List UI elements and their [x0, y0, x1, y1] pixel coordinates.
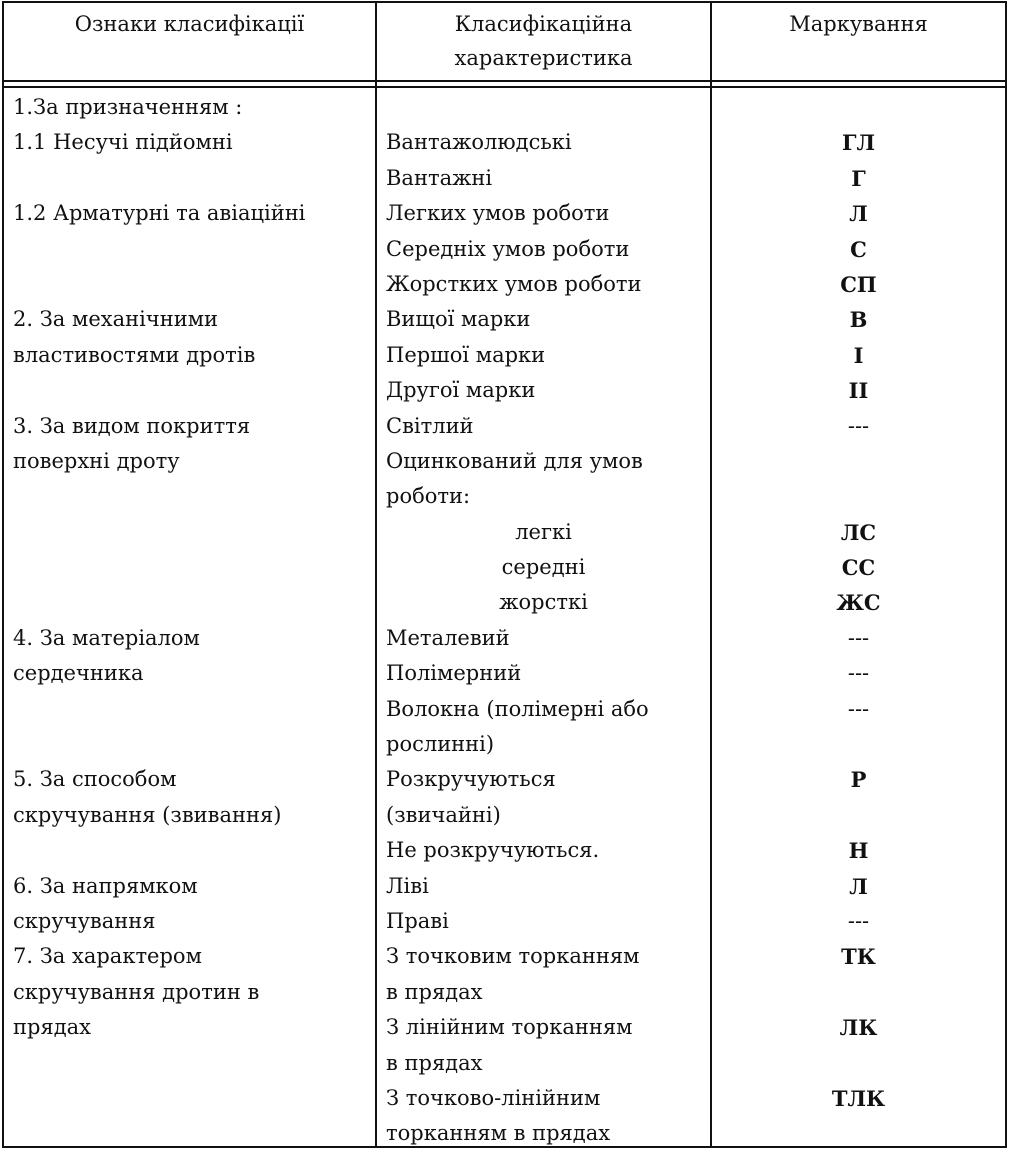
table-row [4, 656, 1005, 691]
cell-marking [712, 1116, 1005, 1151]
cell-marking: ЛК [839, 1015, 878, 1041]
cell-characteristic: рослинні) [386, 732, 495, 757]
cell-characteristic: жорсткі [499, 590, 588, 615]
table-row [4, 939, 1005, 974]
cell-characteristic: Вищої марки [386, 307, 531, 332]
cell-classification-sign [13, 550, 373, 585]
table-row [4, 798, 1005, 833]
header-marking-label: Маркування [789, 12, 928, 36]
cell-marking: --- [847, 661, 870, 686]
cell-classification-sign [13, 585, 373, 620]
cell-marking: --- [847, 413, 870, 438]
cell-characteristic: Вантажні [386, 165, 493, 190]
cell-characteristic: Розкручуються [386, 767, 556, 792]
cell-classification-sign: поверхні дроту [13, 448, 180, 473]
cell-marking: ЛС [840, 519, 877, 545]
header-characteristic-line2: характеристика [454, 46, 633, 70]
cell-marking [712, 975, 1005, 1010]
cell-characteristic: Другої марки [386, 378, 536, 403]
table-row [4, 267, 1005, 302]
cell-marking: ТК [841, 944, 876, 970]
table-row [4, 373, 1005, 408]
table-row [4, 585, 1005, 620]
cell-marking: С [850, 236, 867, 262]
table-row [4, 833, 1005, 868]
cell-marking [712, 444, 1005, 479]
cell-characteristic: Полімерний [386, 661, 522, 686]
table-row [4, 1116, 1005, 1151]
header-marking [712, 3, 1005, 80]
cell-characteristic: Вантажолюдські [386, 130, 572, 155]
cell-characteristic: роботи: [386, 484, 471, 509]
cell-classification-sign: скручування [13, 908, 156, 933]
cell-marking: ІІ [848, 378, 869, 404]
cell-marking: Н [848, 838, 869, 864]
table-row [4, 196, 1005, 231]
cell-characteristic: Праві [386, 908, 449, 933]
table-row [4, 90, 1005, 125]
cell-characteristic: Легких умов роботи [386, 201, 610, 226]
header-classification-characteristic-label [455, 7, 633, 75]
cell-characteristic: Металевий [386, 625, 510, 650]
cell-characteristic: Середніх умов роботи [386, 236, 630, 261]
table-row [4, 762, 1005, 797]
cell-characteristic [386, 90, 708, 125]
cell-characteristic: Не розкручуються. [386, 838, 600, 863]
cell-marking: Л [849, 873, 868, 899]
cell-classification-sign: 7. За характером [13, 944, 202, 969]
cell-classification-sign: 1.За призначенням : [13, 95, 243, 119]
cell-classification-sign [13, 479, 373, 514]
cell-marking: В [849, 307, 868, 333]
cell-classification-sign [13, 267, 373, 302]
cell-marking [712, 1046, 1005, 1081]
cell-classification-sign [13, 1081, 373, 1116]
cell-characteristic: в прядах [386, 979, 483, 1004]
table-row [4, 869, 1005, 904]
table-row [4, 232, 1005, 267]
table-row [4, 161, 1005, 196]
cell-classification-sign [13, 161, 373, 196]
table-row [4, 975, 1005, 1010]
cell-characteristic: Ліві [386, 873, 429, 898]
cell-classification-sign [13, 515, 373, 550]
cell-marking: ЖС [836, 590, 881, 616]
cell-characteristic: середні [501, 555, 586, 580]
cell-characteristic: Жорстких умов роботи [386, 271, 642, 296]
cell-marking: ГЛ [841, 130, 876, 156]
cell-characteristic: легкі [515, 519, 572, 544]
classification-table [2, 1, 1007, 1148]
cell-marking: --- [847, 908, 870, 933]
cell-marking: --- [847, 696, 870, 721]
cell-characteristic: З лінійним торканням [386, 1015, 633, 1040]
cell-marking: Г [851, 165, 866, 191]
cell-characteristic: (звичайні) [386, 802, 501, 827]
cell-marking: ТЛК [831, 1085, 886, 1111]
cell-classification-sign: прядах [13, 1015, 91, 1040]
cell-classification-sign [13, 1046, 373, 1081]
table-row [4, 479, 1005, 514]
table-row [4, 1046, 1005, 1081]
cell-marking: СП [840, 271, 877, 297]
cell-classification-sign: властивостями дротів [13, 342, 256, 367]
cell-classification-sign: скручування (звивання) [13, 802, 282, 827]
cell-marking [712, 798, 1005, 833]
cell-classification-sign [13, 692, 373, 727]
cell-marking: І [853, 342, 864, 368]
cell-classification-sign: 1.1 Несучі підйомні [13, 130, 233, 155]
table-row [4, 904, 1005, 939]
cell-marking: СС [841, 555, 876, 581]
cell-classification-sign: сердечника [13, 661, 144, 686]
cell-marking: Р [850, 767, 867, 793]
table-row [4, 1010, 1005, 1045]
table-row [4, 302, 1005, 337]
cell-classification-sign [13, 833, 373, 868]
cell-marking: Л [849, 201, 868, 227]
cell-characteristic: торканням в прядах [386, 1121, 611, 1146]
cell-characteristic: З точково-лінійним [386, 1085, 601, 1110]
cell-classification-sign [13, 373, 373, 408]
cell-marking [712, 90, 1005, 125]
header-classification-signs-label: Ознаки класифікації [74, 12, 305, 36]
table-row [4, 444, 1005, 479]
cell-classification-sign [13, 232, 373, 267]
cell-characteristic: Оцинкований для умов [386, 448, 643, 473]
cell-marking [712, 727, 1005, 762]
cell-classification-sign: 1.2 Арматурні та авіаційні [13, 201, 306, 226]
table-row [4, 692, 1005, 727]
header-separator [4, 80, 1005, 88]
header-classification-signs [4, 3, 375, 80]
table-body [4, 90, 1005, 1152]
cell-classification-sign: 2. За механічними [13, 307, 219, 332]
cell-classification-sign: 3. За видом покриття [13, 413, 251, 438]
table-row [4, 727, 1005, 762]
table-row [4, 515, 1005, 550]
table-row [4, 409, 1005, 444]
cell-characteristic: в прядах [386, 1050, 483, 1075]
table-row [4, 621, 1005, 656]
table-row [4, 1081, 1005, 1116]
table-row [4, 125, 1005, 160]
cell-marking [712, 479, 1005, 514]
cell-classification-sign: 6. За напрямком [13, 873, 198, 898]
cell-characteristic: Першої марки [386, 342, 546, 367]
cell-classification-sign [13, 727, 373, 762]
cell-marking: --- [847, 625, 870, 650]
table-row [4, 338, 1005, 373]
table-row [4, 550, 1005, 585]
cell-classification-sign [13, 1116, 373, 1151]
cell-classification-sign: 5. За способом [13, 767, 177, 792]
cell-classification-sign: скручування дротин в [13, 979, 260, 1004]
cell-characteristic: Волокна (полімерні або [386, 696, 649, 721]
header-classification-characteristic [377, 3, 710, 80]
cell-characteristic: З точковим торканням [386, 944, 640, 969]
cell-characteristic: Світлий [386, 413, 474, 438]
cell-classification-sign: 4. За матеріалом [13, 625, 200, 650]
header-characteristic-line1: Класифікаційна [454, 12, 633, 36]
